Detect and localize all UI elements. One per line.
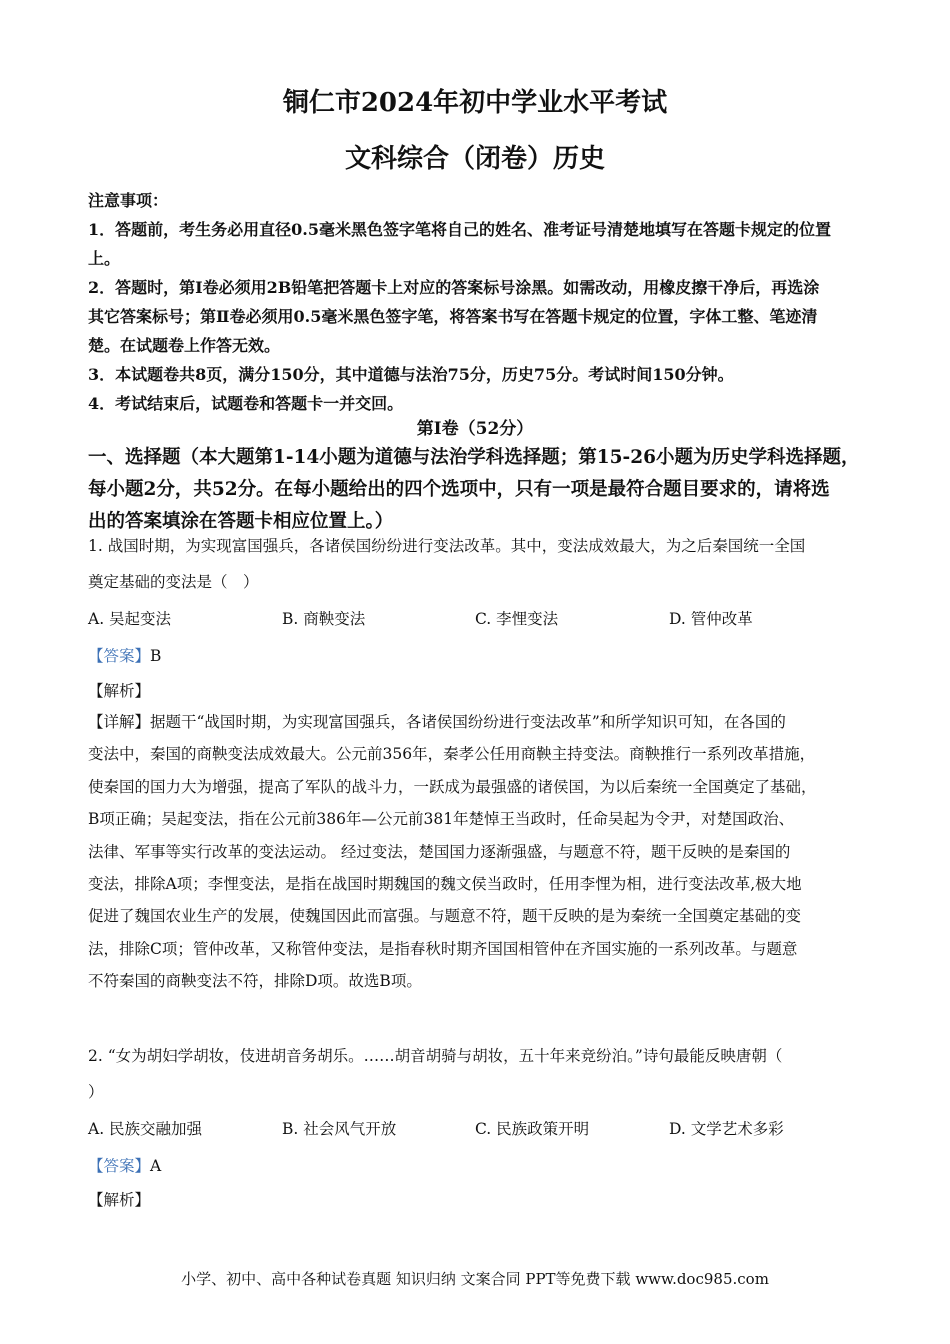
- option-a: A. 吴起变法: [88, 610, 172, 628]
- option-c: C. 民族政策开明: [475, 1120, 590, 1138]
- detail-line: 变法，排除A项；李悝变法，是指在战国时期魏国的魏文侯当政时，任用李悝为相，进行变法改革,极大地: [88, 874, 802, 893]
- answer-line: [88, 1154, 161, 1176]
- option-c: C. 李悝变法: [475, 610, 559, 628]
- question-2-stem: [88, 1038, 878, 1110]
- notes-block: [88, 186, 868, 418]
- option-d: D. 文学艺术多彩: [669, 1120, 784, 1138]
- exam-subtitle: 文科综合（闭卷）历史: [344, 144, 605, 174]
- notes-line: 2．答题时，第Ⅰ卷必须用2B铅笔把答题卡上对应的答案标号涂黑。如需改动，用橡皮擦干净后，再选涂: [88, 278, 820, 297]
- option-a: A. 民族交融加强: [88, 1120, 203, 1138]
- analysis-label: 【解析】: [88, 682, 151, 700]
- option-b: B. 商鞅变法: [282, 610, 366, 628]
- analysis-label: 【解析】: [88, 1191, 151, 1209]
- question-1-stem: [88, 528, 878, 600]
- answer-value: B: [150, 647, 162, 665]
- question-stem-line: ）: [88, 1083, 104, 1101]
- part-title-line: 出的答案填涂在答题卡相应位置上。）: [88, 511, 394, 532]
- exam-title: 铜仁市2024年初中学业水平考试: [282, 88, 668, 118]
- detail-line: 法律、军事等实行改革的变法运动。 经过变法，楚国国力逐渐强盛，与题意不符，题干反映的是秦国的: [88, 842, 791, 861]
- question-1-options: [88, 604, 868, 634]
- answer-label: 【答案】: [88, 647, 151, 665]
- section-title: 第Ⅰ卷（52分）: [416, 419, 534, 439]
- detail-line: 【详解】据题干“战国时期，为实现富国强兵，各诸侯国纷纷进行变法改革”和所学知识可知，在各国的: [88, 713, 786, 731]
- part-title-line: 一、选择题（本大题第1-14小题为道德与法治学科选择题；第15-26小题为历史学科选择题，: [88, 447, 860, 468]
- notes-line: 其它答案标号；第Ⅱ卷必须用0.5毫米黑色签字笔，将答案书写在答题卡规定的位置，字体工整、笔迹清: [88, 307, 818, 326]
- notes-line: 上。: [88, 249, 121, 268]
- part-title: [88, 442, 878, 538]
- question-stem-line: 2. “女为胡妇学胡妆，伎进胡音务胡乐。……胡音胡骑与胡妆，五十年来竞纷泊。”诗句最能反映唐朝（: [88, 1047, 783, 1065]
- option-b: B. 社会风气开放: [282, 1120, 397, 1138]
- notes-line: 3．本试题卷共8页，满分150分，其中道德与法治75分，历史75分。考试时间150分钟。: [88, 365, 734, 384]
- question-stem-line: 奠定基础的变法是（ ）: [88, 573, 259, 591]
- detail-line: 变法中，秦国的商鞅变法成效最大。公元前356年，秦孝公任用商鞅主持变法。商鞅推行一系列改革措施，: [88, 745, 816, 764]
- part-title-line: 每小题2分，共52分。在每小题给出的四个选项中，只有一项是最符合题目要求的，请将选: [88, 479, 830, 500]
- question-1-detail: [88, 706, 878, 998]
- answer-label: 【答案】: [88, 1157, 151, 1175]
- answer-value: A: [150, 1157, 162, 1175]
- detail-line: 促进了魏国农业生产的发展，使魏国因此而富强。与题意不符，题干反映的是为秦统一全国奠定基础的变: [88, 907, 802, 926]
- question-stem-line: 1. 战国时期，为实现富国强兵，各诸侯国纷纷进行变法改革。其中，变法成效最大，为之后秦国统一全国: [88, 537, 806, 555]
- detail-line: 不符秦国的商鞅变法不符，排除D项。故选B项。: [88, 972, 422, 991]
- notes-line: 楚。在试题卷上作答无效。: [88, 336, 281, 355]
- detail-line: 法，排除C项；管仲改革，又称管仲变法，是指春秋时期齐国国相管仲在齐国实施的一系列改革。与题意: [88, 939, 798, 958]
- notes-line: 1．答题前，考生务必用直径0.5毫米黑色签字笔将自己的姓名、准考证号清楚地填写在答题卡规定的位置: [88, 220, 831, 239]
- notes-heading: 注意事项：: [88, 191, 169, 210]
- page-footer: 小学、初中、高中各种试卷真题 知识归纳 文案合同 PPT等免费下载 www.doc985.com: [181, 1270, 769, 1288]
- answer-line: [88, 644, 161, 666]
- detail-line: B项正确；吴起变法，指在公元前386年—公元前381年楚悼王当政时，任命吴起为令尹，对楚国政治、: [88, 810, 795, 829]
- question-2-options: [88, 1114, 868, 1144]
- option-d: D. 管仲改革: [669, 610, 753, 628]
- detail-line: 使秦国的国力大为增强，提高了军队的战斗力，一跃成为最强盛的诸侯国，为以后秦统一全国奠定了基础，: [88, 777, 817, 796]
- notes-line: 4．考试结束后，试题卷和答题卡一并交回。: [88, 394, 404, 413]
